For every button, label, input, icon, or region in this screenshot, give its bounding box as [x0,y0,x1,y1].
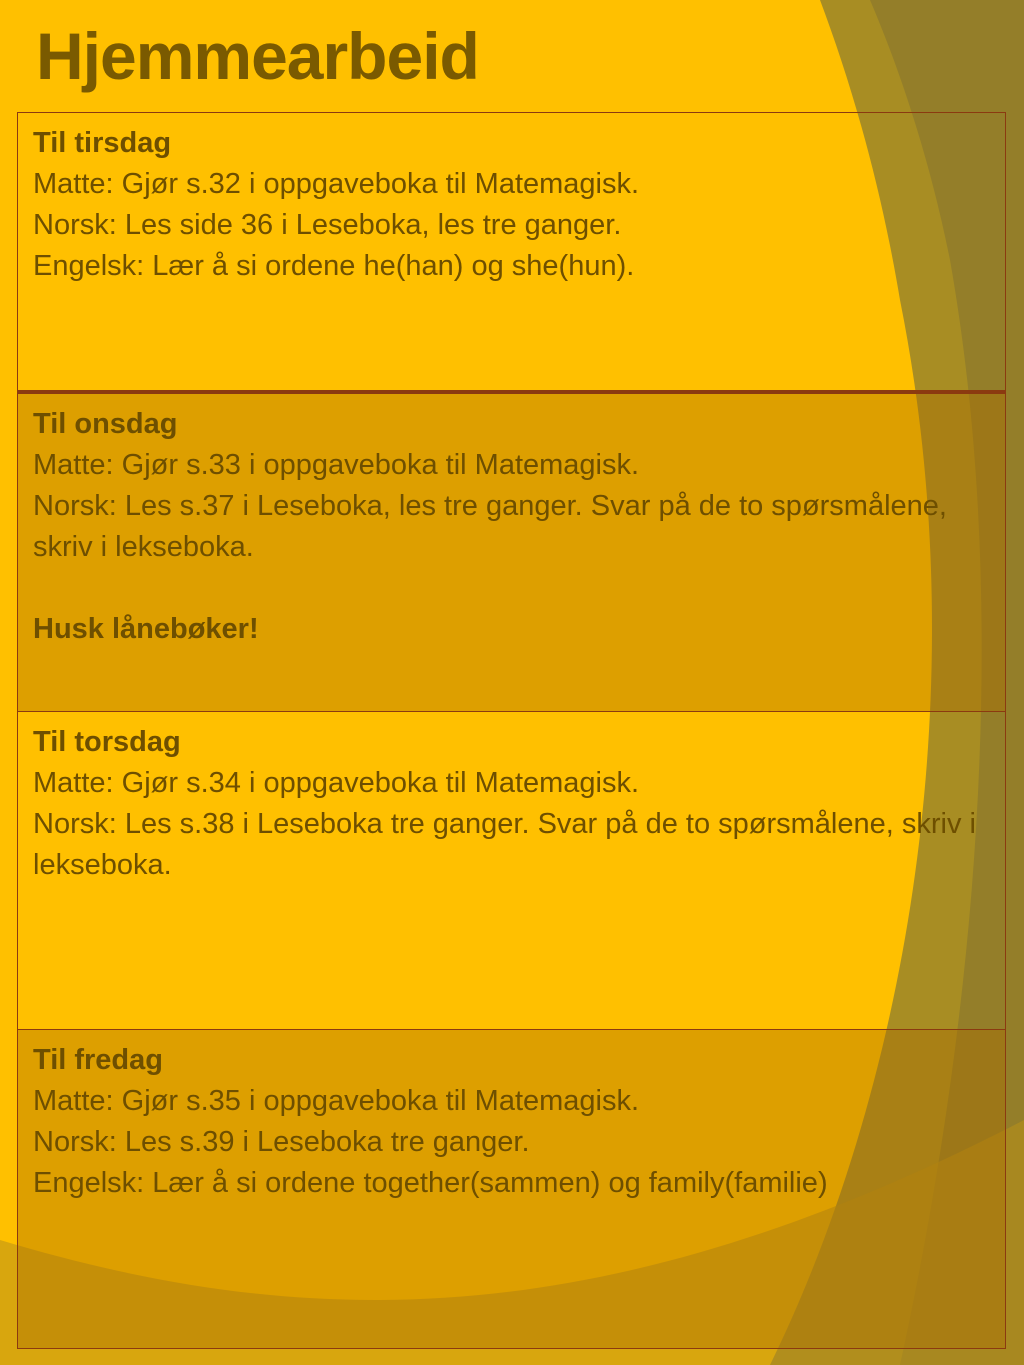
day-heading: Til torsdag [33,726,181,758]
task-line: Matte: Gjør s.32 i oppgaveboka til Matemagisk. [33,168,640,200]
homework-table [17,112,1006,1349]
day-heading: Til tirsdag [33,127,172,159]
task-line: Norsk: Les s.38 i Leseboka tre ganger. Svar på de to spørsmålene, skriv i lekseboka. [33,808,976,881]
day-cell-tuesday [18,113,1005,393]
day-heading: Til fredag [33,1044,163,1076]
day-cell-thursday [18,711,1005,1029]
page-title: Hjemmearbeid [36,19,479,93]
day-heading: Til onsdag [33,408,178,440]
task-line: Norsk: Les side 36 i Leseboka, les tre ganger. [33,209,622,241]
task-line: Matte: Gjør s.33 i oppgaveboka til Matemagisk. [33,449,640,481]
reminder-note: Husk lånebøker! [33,613,259,645]
task-line: Engelsk: Lær å si ordene he(han) og she(hun). [33,250,635,282]
task-line: Norsk: Les s.37 i Leseboka, les tre ganger. Svar på de to spørsmålene, skriv i lekseboka. [33,490,947,563]
task-line: Matte: Gjør s.35 i oppgaveboka til Matemagisk. [33,1085,640,1117]
task-line: Norsk: Les s.39 i Leseboka tre ganger. [33,1126,530,1158]
day-cell-friday [18,1029,1005,1348]
task-line: Matte: Gjør s.34 i oppgaveboka til Matemagisk. [33,767,640,799]
day-cell-wednesday [18,393,1005,711]
task-line: Engelsk: Lær å si ordene together(sammen) og family(familie) [33,1167,828,1199]
